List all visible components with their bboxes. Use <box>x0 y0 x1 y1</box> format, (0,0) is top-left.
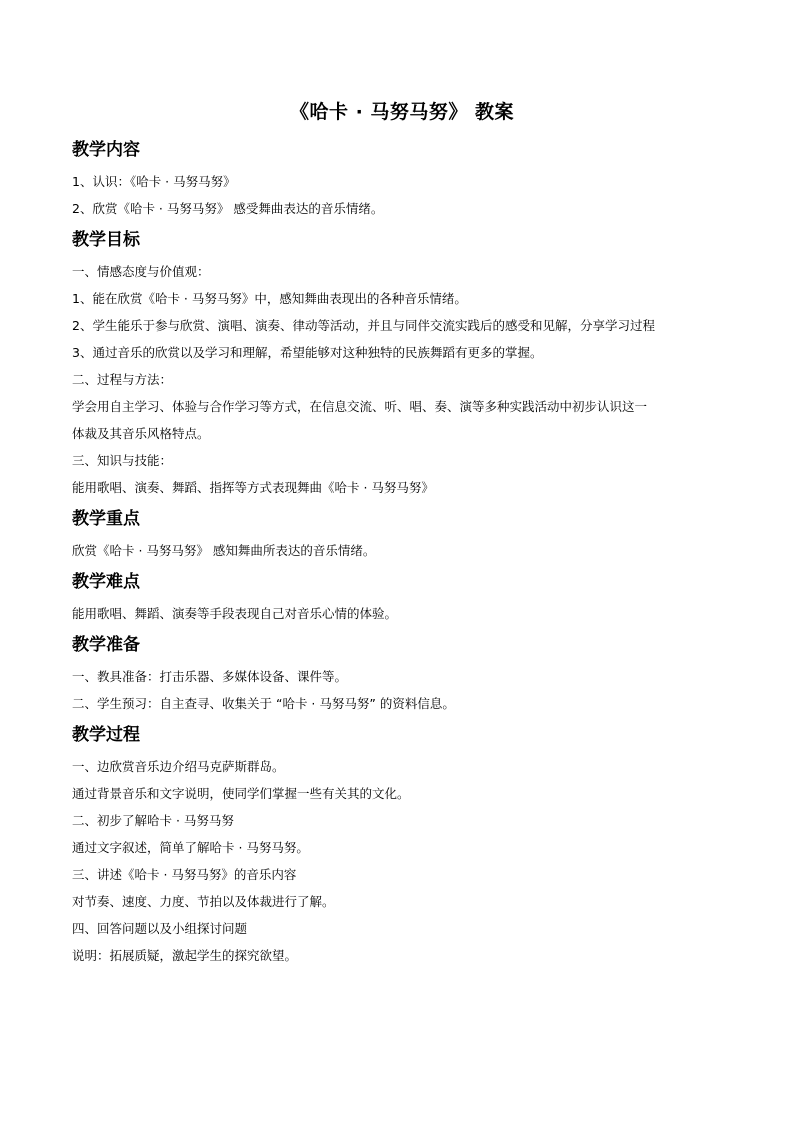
section-heading: 教学过程 <box>72 725 140 745</box>
paragraph: 1、能在欣赏《哈卡 · 马努马努》中，感知舞曲表现出的各种音乐情绪。 <box>72 291 467 306</box>
paragraph: 一、情感态度与价值观： <box>72 264 210 279</box>
section-key-points <box>72 501 732 564</box>
paragraph: 体裁及其音乐风格特点。 <box>72 426 210 441</box>
paragraph: 二、初步了解哈卡 · 马努马努 <box>72 813 234 828</box>
section-process <box>72 717 732 969</box>
paragraph: 能用歌唱、舞蹈、演奏等手段表现自己对音乐心情的体验。 <box>72 606 398 621</box>
paragraph: 一、教具准备：打击乐器、多媒体设备、课件等。 <box>72 669 348 684</box>
paragraph: 2、学生能乐于参与欣赏、演唱、演奏、律动等活动，并且与同伴交流实践后的感受和见解，分享学习过程 <box>72 318 655 333</box>
section-heading: 教学重点 <box>72 509 140 529</box>
paragraph: 二、学生预习：自主查寻、收集关于 “哈卡 · 马努马努” 的资料信息。 <box>72 696 455 711</box>
paragraph: 学会用自主学习、体验与合作学习等方式，在信息交流、听、唱、奏、演等多种实践活动中初步认识这一 <box>72 399 648 414</box>
paragraph: 欣赏《哈卡 · 马努马努》 感知舞曲所表达的音乐情绪。 <box>72 543 376 558</box>
document-title: 《哈卡 · 马努马努》 教案 <box>289 101 515 123</box>
paragraph: 三、知识与技能： <box>72 453 173 468</box>
paragraph: 1、认识：《哈卡 · 马努马努》 <box>72 174 236 189</box>
section-preparation <box>72 627 732 717</box>
paragraph: 能用歌唱、演奏、舞蹈、指挥等方式表现舞曲《哈卡 · 马努马努》 <box>72 480 434 495</box>
paragraph: 说明：拓展质疑，激起学生的探究欲望。 <box>72 948 298 963</box>
paragraph: 一、边欣赏音乐边介绍马克萨斯群岛。 <box>72 759 285 774</box>
section-heading: 教学准备 <box>72 635 140 655</box>
paragraph: 3、通过音乐的欣赏以及学习和理解，希望能够对这种独特的民族舞蹈有更多的掌握。 <box>72 345 543 360</box>
paragraph: 2、欣赏《哈卡 · 马努马努》 感受舞曲表达的音乐情绪。 <box>72 201 384 216</box>
section-teaching-content <box>72 132 732 222</box>
section-teaching-goals <box>72 222 732 501</box>
paragraph: 三、讲述《哈卡 · 马努马努》的音乐内容 <box>72 867 297 882</box>
section-difficulties <box>72 564 732 627</box>
paragraph: 对节奏、速度、力度、节拍以及体裁进行了解。 <box>72 894 335 909</box>
paragraph: 通过背景音乐和文字说明，使同学们掌握一些有关其的文化。 <box>72 786 410 801</box>
paragraph: 通过文字叙述，简单了解哈卡 · 马努马努。 <box>72 840 309 855</box>
section-heading: 教学目标 <box>72 230 140 250</box>
document-page <box>72 96 732 969</box>
section-heading: 教学内容 <box>72 140 140 160</box>
paragraph: 二、过程与方法： <box>72 372 173 387</box>
section-heading: 教学难点 <box>72 572 140 592</box>
paragraph: 四、回答问题以及小组探讨问题 <box>72 921 248 936</box>
